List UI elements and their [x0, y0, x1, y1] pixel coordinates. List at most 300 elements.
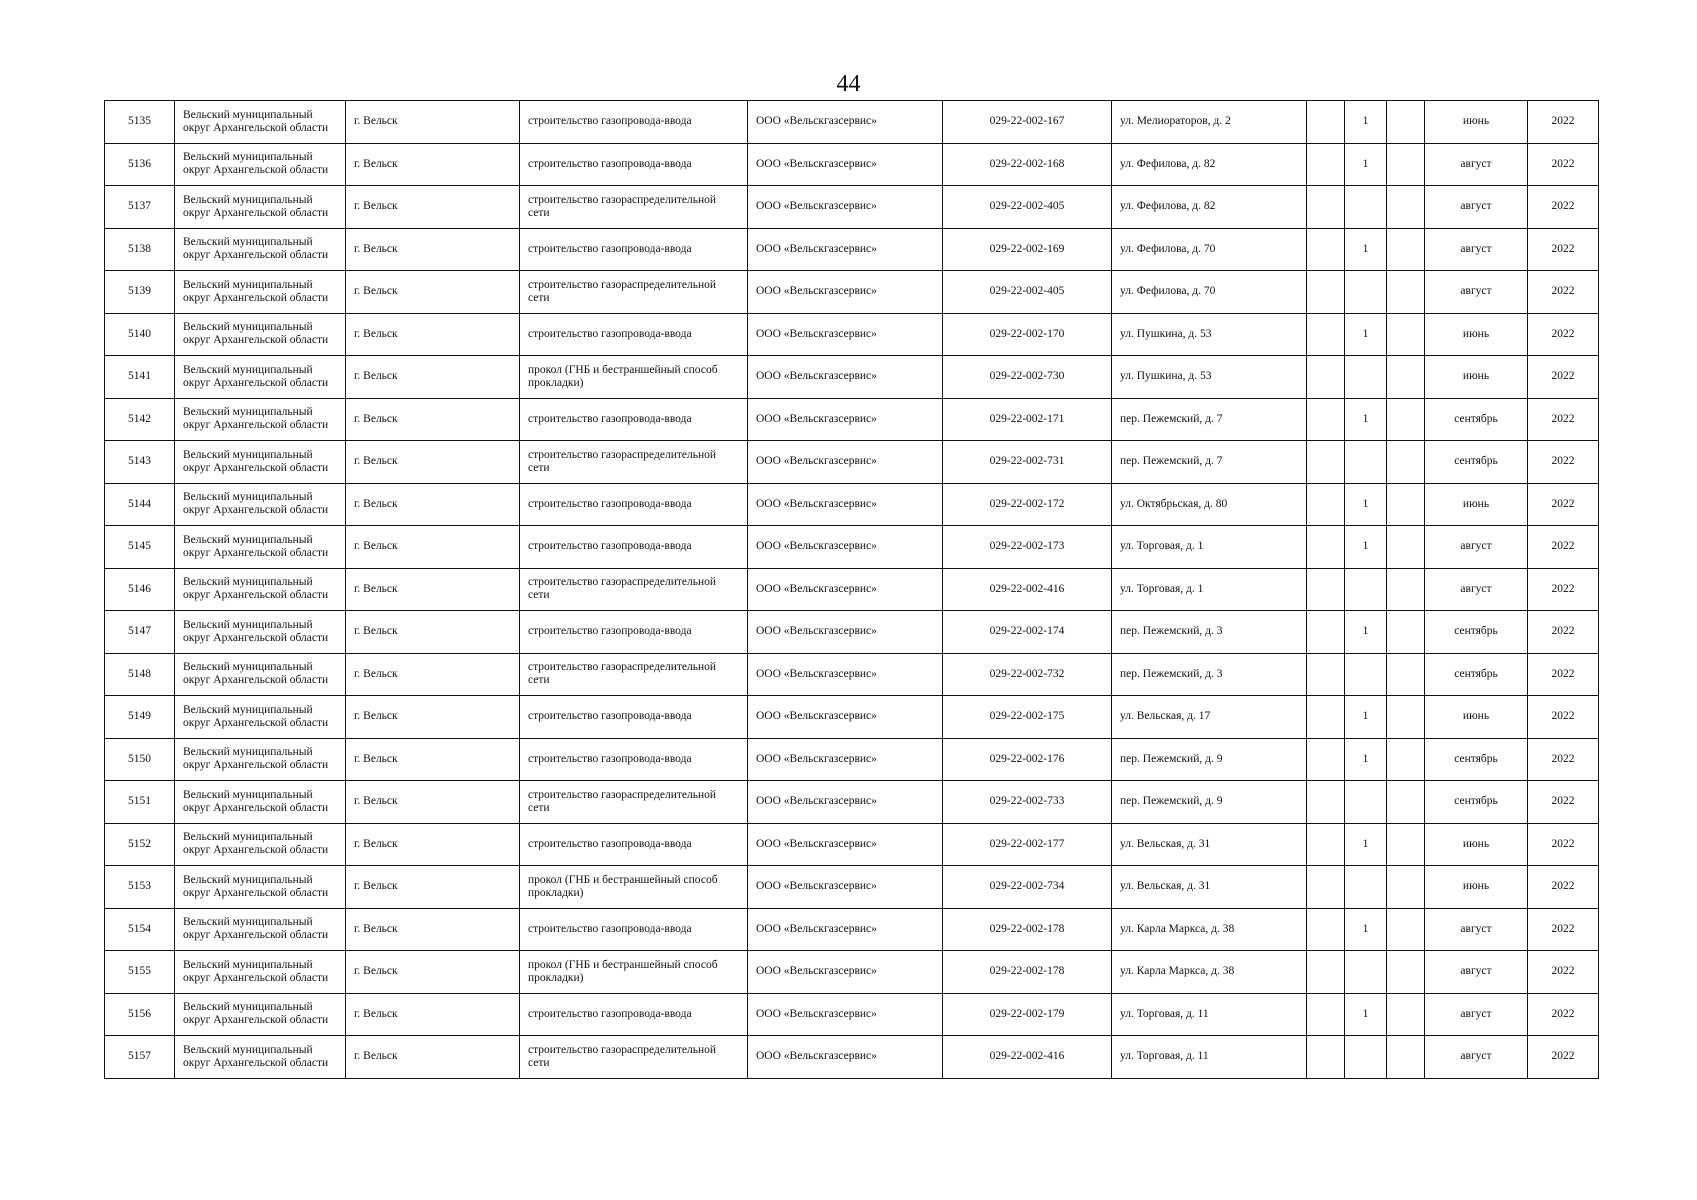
address-cell: ул. Фефилова, д. 82 [1112, 186, 1307, 229]
municipality-cell: Вельский муниципальный округ Архангельской области [175, 568, 346, 611]
locality-cell: г. Вельск [346, 738, 520, 781]
empty-cell [1387, 271, 1425, 314]
table-row [105, 993, 1599, 1036]
work-type-cell: строительство газопровода-ввода [520, 143, 748, 186]
table-row [105, 611, 1599, 654]
work-type-cell: строительство газораспределительной сети [520, 653, 748, 696]
unit-count-cell: 1 [1345, 993, 1387, 1036]
object-code-cell: 029-22-002-416 [943, 568, 1112, 611]
address-cell: ул. Вельская, д. 17 [1112, 696, 1307, 739]
row-number-cell: 5148 [105, 653, 175, 696]
row-number-cell: 5139 [105, 271, 175, 314]
empty-cell [1307, 908, 1345, 951]
empty-cell [1307, 781, 1345, 824]
month-cell: август [1425, 271, 1528, 314]
empty-cell [1387, 143, 1425, 186]
month-cell: июнь [1425, 101, 1528, 144]
month-cell: июнь [1425, 483, 1528, 526]
empty-cell [1307, 611, 1345, 654]
table-row [105, 228, 1599, 271]
organization-cell: ООО «Вельскгазсервис» [748, 908, 943, 951]
table-row [105, 951, 1599, 994]
address-cell: ул. Фефилова, д. 70 [1112, 228, 1307, 271]
locality-cell: г. Вельск [346, 313, 520, 356]
organization-cell: ООО «Вельскгазсервис» [748, 271, 943, 314]
address-cell: пер. Пежемский, д. 3 [1112, 611, 1307, 654]
unit-count-cell: 1 [1345, 101, 1387, 144]
object-code-cell: 029-22-002-176 [943, 738, 1112, 781]
registry-table [104, 100, 1599, 1079]
year-cell: 2022 [1528, 398, 1599, 441]
table-row [105, 271, 1599, 314]
empty-cell [1387, 696, 1425, 739]
year-cell: 2022 [1528, 866, 1599, 909]
municipality-cell: Вельский муниципальный округ Архангельской области [175, 398, 346, 441]
empty-cell [1307, 568, 1345, 611]
empty-cell [1307, 866, 1345, 909]
empty-cell [1307, 696, 1345, 739]
row-number-cell: 5156 [105, 993, 175, 1036]
page-number: 44 [836, 71, 861, 97]
locality-cell: г. Вельск [346, 993, 520, 1036]
row-number-cell: 5142 [105, 398, 175, 441]
row-number-cell: 5147 [105, 611, 175, 654]
empty-cell [1307, 143, 1345, 186]
organization-cell: ООО «Вельскгазсервис» [748, 143, 943, 186]
work-type-cell: строительство газопровода-ввода [520, 398, 748, 441]
municipality-cell: Вельский муниципальный округ Архангельской области [175, 908, 346, 951]
table-row [105, 781, 1599, 824]
table-body [105, 101, 1599, 1079]
work-type-cell: строительство газопровода-ввода [520, 101, 748, 144]
organization-cell: ООО «Вельскгазсервис» [748, 568, 943, 611]
row-number-cell: 5152 [105, 823, 175, 866]
unit-count-cell [1345, 441, 1387, 484]
table-row [105, 398, 1599, 441]
unit-count-cell [1345, 653, 1387, 696]
month-cell: сентябрь [1425, 738, 1528, 781]
year-cell: 2022 [1528, 313, 1599, 356]
empty-cell [1387, 866, 1425, 909]
work-type-cell: строительство газопровода-ввода [520, 993, 748, 1036]
unit-count-cell [1345, 1036, 1387, 1079]
work-type-cell: строительство газопровода-ввода [520, 526, 748, 569]
year-cell: 2022 [1528, 186, 1599, 229]
municipality-cell: Вельский муниципальный округ Архангельской области [175, 653, 346, 696]
locality-cell: г. Вельск [346, 441, 520, 484]
locality-cell: г. Вельск [346, 568, 520, 611]
work-type-cell: строительство газопровода-ввода [520, 228, 748, 271]
work-type-cell: строительство газораспределительной сети [520, 781, 748, 824]
unit-count-cell: 1 [1345, 738, 1387, 781]
month-cell: сентябрь [1425, 781, 1528, 824]
locality-cell: г. Вельск [346, 228, 520, 271]
address-cell: ул. Торговая, д. 11 [1112, 993, 1307, 1036]
empty-cell [1387, 908, 1425, 951]
table-row [105, 653, 1599, 696]
empty-cell [1387, 526, 1425, 569]
municipality-cell: Вельский муниципальный округ Архангельской области [175, 143, 346, 186]
unit-count-cell [1345, 568, 1387, 611]
empty-cell [1307, 398, 1345, 441]
work-type-cell: строительство газопровода-ввода [520, 738, 748, 781]
locality-cell: г. Вельск [346, 781, 520, 824]
organization-cell: ООО «Вельскгазсервис» [748, 398, 943, 441]
address-cell: ул. Пушкина, д. 53 [1112, 313, 1307, 356]
month-cell: сентябрь [1425, 611, 1528, 654]
locality-cell: г. Вельск [346, 951, 520, 994]
organization-cell: ООО «Вельскгазсервис» [748, 441, 943, 484]
row-number-cell: 5136 [105, 143, 175, 186]
object-code-cell: 029-22-002-167 [943, 101, 1112, 144]
municipality-cell: Вельский муниципальный округ Архангельской области [175, 356, 346, 399]
year-cell: 2022 [1528, 951, 1599, 994]
row-number-cell: 5145 [105, 526, 175, 569]
table-row [105, 186, 1599, 229]
locality-cell: г. Вельск [346, 356, 520, 399]
empty-cell [1307, 526, 1345, 569]
table-row [105, 696, 1599, 739]
organization-cell: ООО «Вельскгазсервис» [748, 101, 943, 144]
organization-cell: ООО «Вельскгазсервис» [748, 1036, 943, 1079]
row-number-cell: 5155 [105, 951, 175, 994]
organization-cell: ООО «Вельскгазсервис» [748, 653, 943, 696]
object-code-cell: 029-22-002-730 [943, 356, 1112, 399]
table-row [105, 143, 1599, 186]
year-cell: 2022 [1528, 143, 1599, 186]
empty-cell [1307, 653, 1345, 696]
municipality-cell: Вельский муниципальный округ Архангельской области [175, 441, 346, 484]
locality-cell: г. Вельск [346, 653, 520, 696]
year-cell: 2022 [1528, 696, 1599, 739]
unit-count-cell: 1 [1345, 526, 1387, 569]
address-cell: ул. Фефилова, д. 82 [1112, 143, 1307, 186]
empty-cell [1307, 993, 1345, 1036]
empty-cell [1387, 951, 1425, 994]
empty-cell [1307, 313, 1345, 356]
object-code-cell: 029-22-002-732 [943, 653, 1112, 696]
unit-count-cell [1345, 356, 1387, 399]
empty-cell [1307, 356, 1345, 399]
object-code-cell: 029-22-002-405 [943, 186, 1112, 229]
empty-cell [1387, 186, 1425, 229]
year-cell: 2022 [1528, 101, 1599, 144]
month-cell: июнь [1425, 866, 1528, 909]
work-type-cell: строительство газопровода-ввода [520, 483, 748, 526]
locality-cell: г. Вельск [346, 186, 520, 229]
empty-cell [1387, 356, 1425, 399]
organization-cell: ООО «Вельскгазсервис» [748, 313, 943, 356]
address-cell: ул. Торговая, д. 11 [1112, 1036, 1307, 1079]
locality-cell: г. Вельск [346, 398, 520, 441]
row-number-cell: 5144 [105, 483, 175, 526]
year-cell: 2022 [1528, 483, 1599, 526]
year-cell: 2022 [1528, 228, 1599, 271]
municipality-cell: Вельский муниципальный округ Архангельской области [175, 101, 346, 144]
municipality-cell: Вельский муниципальный округ Архангельской области [175, 781, 346, 824]
object-code-cell: 029-22-002-168 [943, 143, 1112, 186]
unit-count-cell: 1 [1345, 908, 1387, 951]
row-number-cell: 5146 [105, 568, 175, 611]
empty-cell [1387, 823, 1425, 866]
address-cell: ул. Октябрьская, д. 80 [1112, 483, 1307, 526]
row-number-cell: 5140 [105, 313, 175, 356]
object-code-cell: 029-22-002-171 [943, 398, 1112, 441]
object-code-cell: 029-22-002-169 [943, 228, 1112, 271]
municipality-cell: Вельский муниципальный округ Архангельской области [175, 611, 346, 654]
address-cell: ул. Вельская, д. 31 [1112, 823, 1307, 866]
unit-count-cell: 1 [1345, 228, 1387, 271]
locality-cell: г. Вельск [346, 866, 520, 909]
unit-count-cell: 1 [1345, 143, 1387, 186]
month-cell: август [1425, 228, 1528, 271]
table-row [105, 441, 1599, 484]
year-cell: 2022 [1528, 568, 1599, 611]
municipality-cell: Вельский муниципальный округ Архангельской области [175, 1036, 346, 1079]
month-cell: август [1425, 908, 1528, 951]
unit-count-cell: 1 [1345, 483, 1387, 526]
address-cell: ул. Торговая, д. 1 [1112, 568, 1307, 611]
empty-cell [1307, 101, 1345, 144]
month-cell: июнь [1425, 696, 1528, 739]
address-cell: ул. Фефилова, д. 70 [1112, 271, 1307, 314]
year-cell: 2022 [1528, 1036, 1599, 1079]
year-cell: 2022 [1528, 823, 1599, 866]
empty-cell [1387, 1036, 1425, 1079]
year-cell: 2022 [1528, 653, 1599, 696]
address-cell: пер. Пежемский, д. 7 [1112, 398, 1307, 441]
municipality-cell: Вельский муниципальный округ Архангельской области [175, 993, 346, 1036]
work-type-cell: строительство газопровода-ввода [520, 611, 748, 654]
organization-cell: ООО «Вельскгазсервис» [748, 696, 943, 739]
address-cell: пер. Пежемский, д. 9 [1112, 738, 1307, 781]
month-cell: август [1425, 1036, 1528, 1079]
work-type-cell: прокол (ГНБ и бестраншейный способ прокладки) [520, 356, 748, 399]
table-row [105, 866, 1599, 909]
year-cell: 2022 [1528, 271, 1599, 314]
work-type-cell: строительство газопровода-ввода [520, 696, 748, 739]
empty-cell [1387, 738, 1425, 781]
address-cell: ул. Карла Маркса, д. 38 [1112, 908, 1307, 951]
object-code-cell: 029-22-002-178 [943, 908, 1112, 951]
locality-cell: г. Вельск [346, 526, 520, 569]
table-row [105, 568, 1599, 611]
row-number-cell: 5137 [105, 186, 175, 229]
year-cell: 2022 [1528, 908, 1599, 951]
address-cell: ул. Пушкина, д. 53 [1112, 356, 1307, 399]
object-code-cell: 029-22-002-405 [943, 271, 1112, 314]
unit-count-cell: 1 [1345, 611, 1387, 654]
unit-count-cell: 1 [1345, 823, 1387, 866]
work-type-cell: строительство газопровода-ввода [520, 313, 748, 356]
year-cell: 2022 [1528, 781, 1599, 824]
object-code-cell: 029-22-002-416 [943, 1036, 1112, 1079]
object-code-cell: 029-22-002-731 [943, 441, 1112, 484]
unit-count-cell [1345, 186, 1387, 229]
table-row [105, 101, 1599, 144]
municipality-cell: Вельский муниципальный округ Архангельской области [175, 483, 346, 526]
organization-cell: ООО «Вельскгазсервис» [748, 781, 943, 824]
object-code-cell: 029-22-002-175 [943, 696, 1112, 739]
work-type-cell: строительство газопровода-ввода [520, 908, 748, 951]
month-cell: сентябрь [1425, 441, 1528, 484]
unit-count-cell: 1 [1345, 313, 1387, 356]
year-cell: 2022 [1528, 441, 1599, 484]
organization-cell: ООО «Вельскгазсервис» [748, 951, 943, 994]
row-number-cell: 5154 [105, 908, 175, 951]
organization-cell: ООО «Вельскгазсервис» [748, 526, 943, 569]
work-type-cell: строительство газораспределительной сети [520, 1036, 748, 1079]
empty-cell [1307, 738, 1345, 781]
row-number-cell: 5141 [105, 356, 175, 399]
month-cell: июнь [1425, 313, 1528, 356]
object-code-cell: 029-22-002-172 [943, 483, 1112, 526]
row-number-cell: 5143 [105, 441, 175, 484]
municipality-cell: Вельский муниципальный округ Архангельской области [175, 738, 346, 781]
object-code-cell: 029-22-002-734 [943, 866, 1112, 909]
address-cell: пер. Пежемский, д. 3 [1112, 653, 1307, 696]
object-code-cell: 029-22-002-174 [943, 611, 1112, 654]
month-cell: август [1425, 993, 1528, 1036]
municipality-cell: Вельский муниципальный округ Архангельской области [175, 526, 346, 569]
year-cell: 2022 [1528, 526, 1599, 569]
year-cell: 2022 [1528, 611, 1599, 654]
organization-cell: ООО «Вельскгазсервис» [748, 228, 943, 271]
organization-cell: ООО «Вельскгазсервис» [748, 611, 943, 654]
locality-cell: г. Вельск [346, 1036, 520, 1079]
address-cell: ул. Карла Маркса, д. 38 [1112, 951, 1307, 994]
organization-cell: ООО «Вельскгазсервис» [748, 738, 943, 781]
table-row [105, 823, 1599, 866]
unit-count-cell: 1 [1345, 696, 1387, 739]
object-code-cell: 029-22-002-178 [943, 951, 1112, 994]
address-cell: ул. Вельская, д. 31 [1112, 866, 1307, 909]
row-number-cell: 5157 [105, 1036, 175, 1079]
row-number-cell: 5150 [105, 738, 175, 781]
municipality-cell: Вельский муниципальный округ Архангельской области [175, 866, 346, 909]
unit-count-cell [1345, 271, 1387, 314]
empty-cell [1387, 568, 1425, 611]
locality-cell: г. Вельск [346, 271, 520, 314]
locality-cell: г. Вельск [346, 143, 520, 186]
municipality-cell: Вельский муниципальный округ Архангельской области [175, 823, 346, 866]
organization-cell: ООО «Вельскгазсервис» [748, 483, 943, 526]
municipality-cell: Вельский муниципальный округ Архангельской области [175, 696, 346, 739]
organization-cell: ООО «Вельскгазсервис» [748, 993, 943, 1036]
row-number-cell: 5151 [105, 781, 175, 824]
month-cell: июнь [1425, 356, 1528, 399]
row-number-cell: 5149 [105, 696, 175, 739]
address-cell: ул. Мелиораторов, д. 2 [1112, 101, 1307, 144]
organization-cell: ООО «Вельскгазсервис» [748, 823, 943, 866]
work-type-cell: строительство газораспределительной сети [520, 568, 748, 611]
empty-cell [1387, 441, 1425, 484]
locality-cell: г. Вельск [346, 483, 520, 526]
year-cell: 2022 [1528, 993, 1599, 1036]
municipality-cell: Вельский муниципальный округ Архангельской области [175, 271, 346, 314]
table-row [105, 313, 1599, 356]
unit-count-cell: 1 [1345, 398, 1387, 441]
work-type-cell: строительство газораспределительной сети [520, 271, 748, 314]
empty-cell [1387, 313, 1425, 356]
month-cell: август [1425, 186, 1528, 229]
year-cell: 2022 [1528, 356, 1599, 399]
row-number-cell: 5135 [105, 101, 175, 144]
empty-cell [1307, 441, 1345, 484]
work-type-cell: прокол (ГНБ и бестраншейный способ прокладки) [520, 866, 748, 909]
municipality-cell: Вельский муниципальный округ Архангельской области [175, 186, 346, 229]
empty-cell [1387, 398, 1425, 441]
municipality-cell: Вельский муниципальный округ Архангельской области [175, 951, 346, 994]
table-row [105, 1036, 1599, 1079]
month-cell: август [1425, 526, 1528, 569]
locality-cell: г. Вельск [346, 823, 520, 866]
empty-cell [1307, 186, 1345, 229]
empty-cell [1387, 101, 1425, 144]
empty-cell [1307, 228, 1345, 271]
object-code-cell: 029-22-002-733 [943, 781, 1112, 824]
work-type-cell: строительство газопровода-ввода [520, 823, 748, 866]
empty-cell [1387, 653, 1425, 696]
empty-cell [1387, 781, 1425, 824]
empty-cell [1307, 823, 1345, 866]
locality-cell: г. Вельск [346, 696, 520, 739]
unit-count-cell [1345, 781, 1387, 824]
work-type-cell: прокол (ГНБ и бестраншейный способ прокладки) [520, 951, 748, 994]
month-cell: август [1425, 951, 1528, 994]
work-type-cell: строительство газораспределительной сети [520, 186, 748, 229]
work-type-cell: строительство газораспределительной сети [520, 441, 748, 484]
row-number-cell: 5138 [105, 228, 175, 271]
empty-cell [1307, 951, 1345, 994]
object-code-cell: 029-22-002-179 [943, 993, 1112, 1036]
empty-cell [1387, 993, 1425, 1036]
unit-count-cell [1345, 866, 1387, 909]
empty-cell [1387, 483, 1425, 526]
month-cell: август [1425, 143, 1528, 186]
empty-cell [1307, 1036, 1345, 1079]
empty-cell [1387, 228, 1425, 271]
organization-cell: ООО «Вельскгазсервис» [748, 356, 943, 399]
object-code-cell: 029-22-002-177 [943, 823, 1112, 866]
empty-cell [1307, 271, 1345, 314]
table-row [105, 356, 1599, 399]
month-cell: август [1425, 568, 1528, 611]
municipality-cell: Вельский муниципальный округ Архангельской области [175, 228, 346, 271]
table-row [105, 526, 1599, 569]
locality-cell: г. Вельск [346, 611, 520, 654]
unit-count-cell [1345, 951, 1387, 994]
year-cell: 2022 [1528, 738, 1599, 781]
month-cell: июнь [1425, 823, 1528, 866]
municipality-cell: Вельский муниципальный округ Архангельской области [175, 313, 346, 356]
empty-cell [1387, 611, 1425, 654]
month-cell: сентябрь [1425, 398, 1528, 441]
address-cell: пер. Пежемский, д. 9 [1112, 781, 1307, 824]
table-row [105, 908, 1599, 951]
month-cell: сентябрь [1425, 653, 1528, 696]
object-code-cell: 029-22-002-173 [943, 526, 1112, 569]
table-row [105, 483, 1599, 526]
organization-cell: ООО «Вельскгазсервис» [748, 866, 943, 909]
table-row [105, 738, 1599, 781]
object-code-cell: 029-22-002-170 [943, 313, 1112, 356]
organization-cell: ООО «Вельскгазсервис» [748, 186, 943, 229]
locality-cell: г. Вельск [346, 908, 520, 951]
row-number-cell: 5153 [105, 866, 175, 909]
address-cell: ул. Торговая, д. 1 [1112, 526, 1307, 569]
empty-cell [1307, 483, 1345, 526]
